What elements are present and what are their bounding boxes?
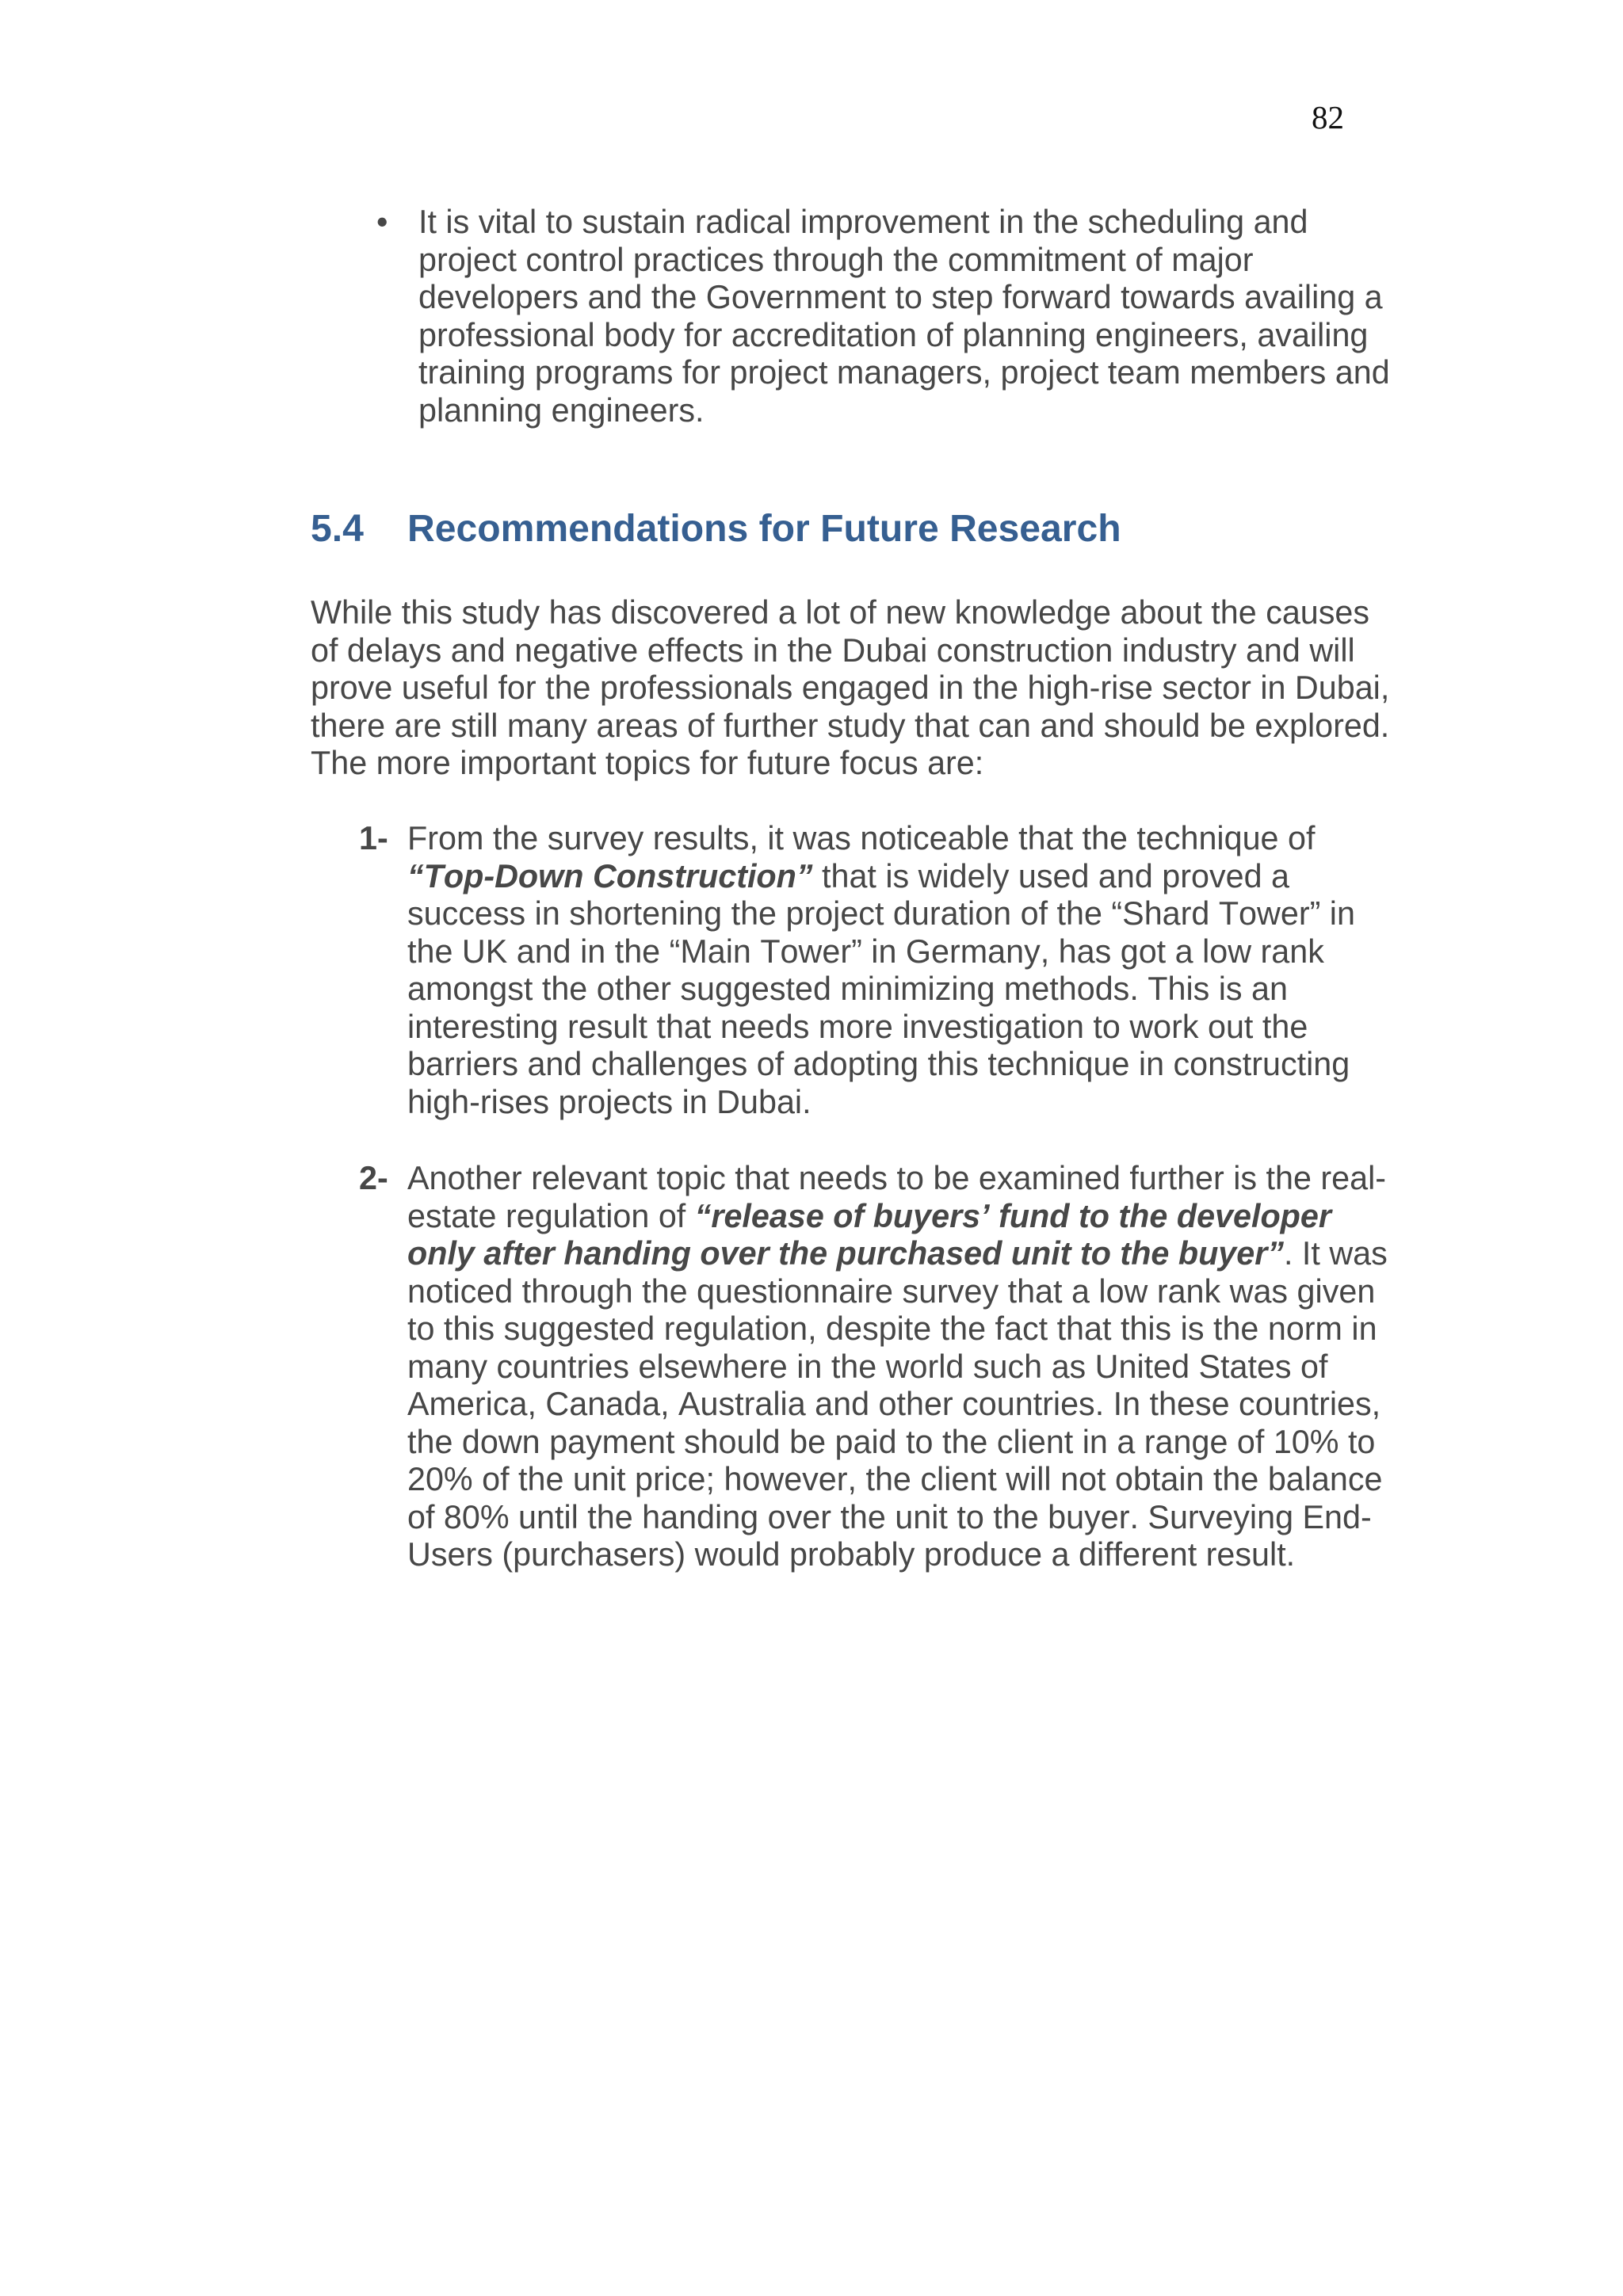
recommendation-text-start: Another relevant topic that needs to be examined further is the real-estate regulation of (407, 1160, 1387, 1234)
bullet-list-item (376, 204, 1398, 429)
recommendation-item-2 (359, 1160, 1398, 1574)
recommendation-text-start: From the survey results, it was noticeable that the technique of (407, 820, 1316, 856)
bullet-text: It is vital to sustain radical improvement in the scheduling and project control practices through the commitment of major developers and the Government to step forward towards availing a professional body for accreditation of planning engineers, availing training programs for project managers, project team members and planning engineers. (418, 204, 1390, 429)
recommendation-number: 1- (359, 820, 388, 856)
recommendation-emphasis: “release of buyers’ fund to the developer only after handing over the purchased unit to the buyer” (407, 1197, 1331, 1272)
bullet-marker: • (376, 204, 388, 240)
recommendation-text-end: that is widely used and proved a success in shortening the project duration of the “Shard Tower” in the UK and in the “Main Tower” in Germany, has got a low rank amongst the other suggested minimizing methods. This is an interesting result that needs more investigation to work out the barriers and challenges of adopting this technique in constructing high-rises projects in Dubai. (407, 857, 1355, 1120)
recommendation-item-1 (359, 820, 1398, 1121)
section-number: 5.4 (311, 507, 364, 550)
section-heading (311, 507, 1121, 551)
recommendation-text (407, 820, 1398, 1121)
page-number: 82 (1312, 99, 1344, 135)
recommendation-emphasis: “Top-Down Construction” (407, 857, 813, 894)
section-title: Recommendations for Future Research (407, 507, 1121, 550)
recommendation-number: 2- (359, 1160, 388, 1196)
recommendation-text (407, 1160, 1398, 1574)
recommendation-text-end: . It was noticed through the questionnaire survey that a low rank was given to this suggested regulation, despite the fact that this is the norm in many countries elsewhere in the world such as United States of America, Canada, Australia and other countries. In these countries, the down payment should be paid to the client in a range of 10% to 20% of the unit price; however, the client will not obtain the balance of 80% until the handing over the unit to the buyer. Surveying End-Users (purchasers) would probably produce a different result. (407, 1235, 1388, 1573)
intro-paragraph: While this study has discovered a lot of new knowledge about the causes of delays and negative effects in the Dubai construction industry and will prove useful for the professionals engaged in the high-rise sector in Dubai, there are still many areas of further study that can and should be explored. The more important topics for future focus are: (311, 594, 1390, 781)
